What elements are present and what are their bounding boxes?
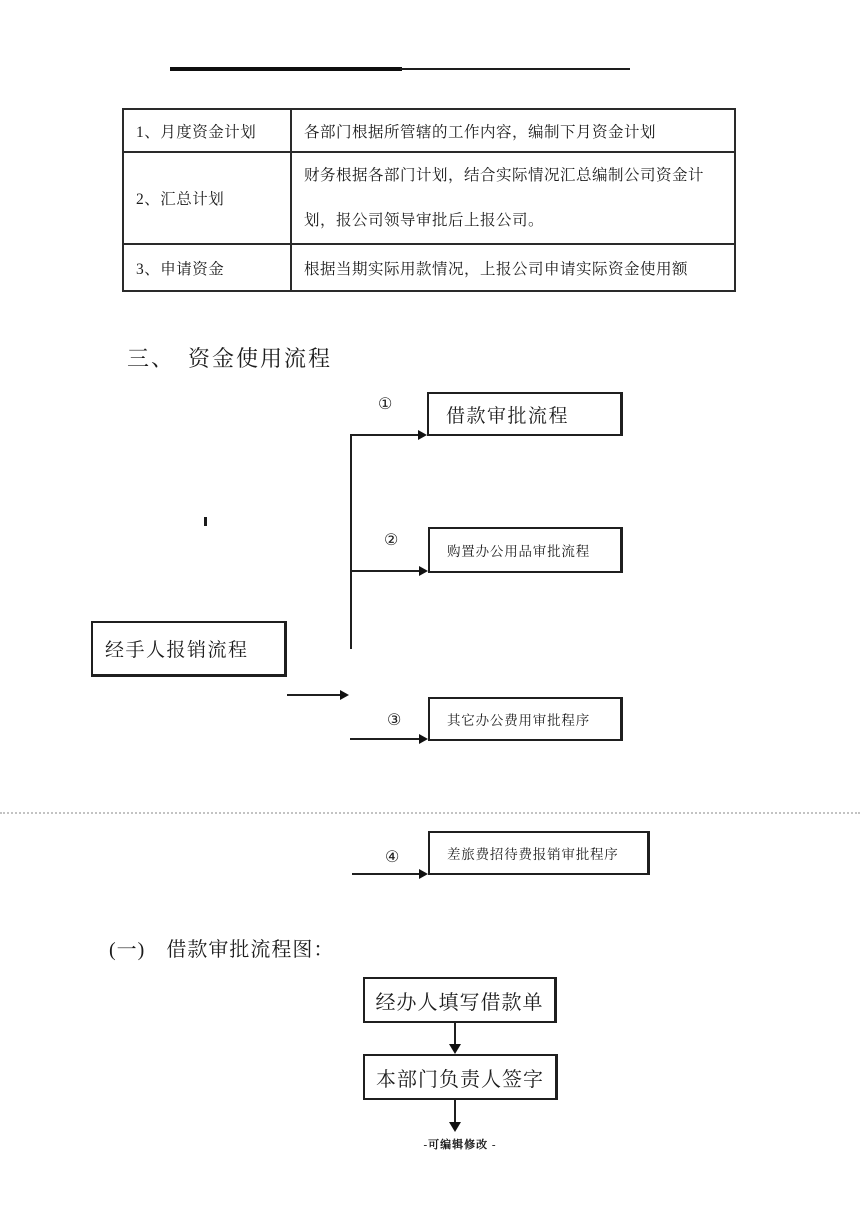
connector-line: [351, 570, 421, 572]
connector-line: [352, 873, 421, 875]
row-label: 1、月度资金计划: [136, 123, 257, 141]
table-cell-label: [123, 109, 291, 152]
table-cell-label: [123, 152, 291, 244]
arrow-down-icon: [449, 1122, 461, 1132]
flow-box-travel-expenses: [428, 831, 650, 875]
connector-line: [351, 434, 420, 436]
circled-number-4: ④: [385, 849, 400, 866]
flow-box-label: 借款审批流程: [446, 405, 570, 427]
circled-number-3: ③: [387, 712, 402, 729]
connector-line: [454, 1100, 456, 1123]
flow-box-loan-approval: [427, 392, 623, 436]
row-desc-line: 划，报公司领导审批后上报公司。: [304, 212, 545, 229]
row-desc: 各部门根据所管辖的工作内容，编制下月资金计划: [304, 123, 657, 141]
step-label: 经办人填写借款单: [375, 991, 544, 1014]
arrow-right-icon: [419, 566, 428, 576]
flow-box-other-expenses: [428, 697, 623, 741]
row-label: 3、申请资金: [136, 260, 225, 278]
circled-number-2: ②: [384, 532, 399, 549]
step-box-dept-head-sign: [363, 1054, 558, 1100]
section-heading: 三、 资金使用流程: [127, 346, 333, 371]
arrow-right-icon: [340, 690, 349, 700]
top-rule-right: [400, 68, 630, 70]
flow-box-label: 其它办公费用审批程序: [447, 713, 590, 728]
table-row: [123, 152, 735, 244]
row-label: 2、汇总计划: [136, 191, 225, 208]
flow-box-label: 经手人报销流程: [105, 640, 249, 661]
connector-line: [454, 1023, 456, 1045]
connector-line: [287, 694, 342, 696]
flow-box-label: 差旅费招待费报销审批程序: [447, 847, 619, 862]
table-cell-desc: [291, 152, 735, 244]
fund-plan-table: [122, 108, 736, 292]
step-box-fill-loan-form: [363, 977, 557, 1023]
stray-mark: [204, 517, 207, 526]
arrow-down-icon: [449, 1044, 461, 1054]
arrow-right-icon: [419, 734, 428, 744]
footer-note: -可编辑修改 -: [423, 1139, 497, 1151]
flow-box-office-supplies: [428, 527, 623, 573]
arrow-right-icon: [419, 869, 428, 879]
page-break-dotted-line: [0, 812, 860, 814]
flow-box-source: [91, 621, 287, 677]
table-row: [123, 109, 735, 152]
table-cell-desc: [291, 109, 735, 152]
table-row: [123, 244, 735, 291]
flow-box-label: 购置办公用品审批流程: [447, 544, 590, 559]
trunk-line: [350, 434, 352, 649]
row-desc: 根据当期实际用款情况，上报公司申请实际资金使用额: [304, 260, 689, 278]
arrow-right-icon: [418, 430, 427, 440]
row-desc-line: 财务根据各部门计划，结合实际情况汇总编制公司资金计: [304, 167, 705, 184]
circled-number-1: ①: [378, 396, 393, 413]
connector-line: [350, 738, 421, 740]
step-label: 本部门负责人签字: [376, 1068, 544, 1091]
top-rule: [170, 67, 402, 71]
sub-heading: (一) 借款审批流程图：: [109, 939, 335, 961]
table-cell-desc: [291, 244, 735, 291]
table-cell-label: [123, 244, 291, 291]
